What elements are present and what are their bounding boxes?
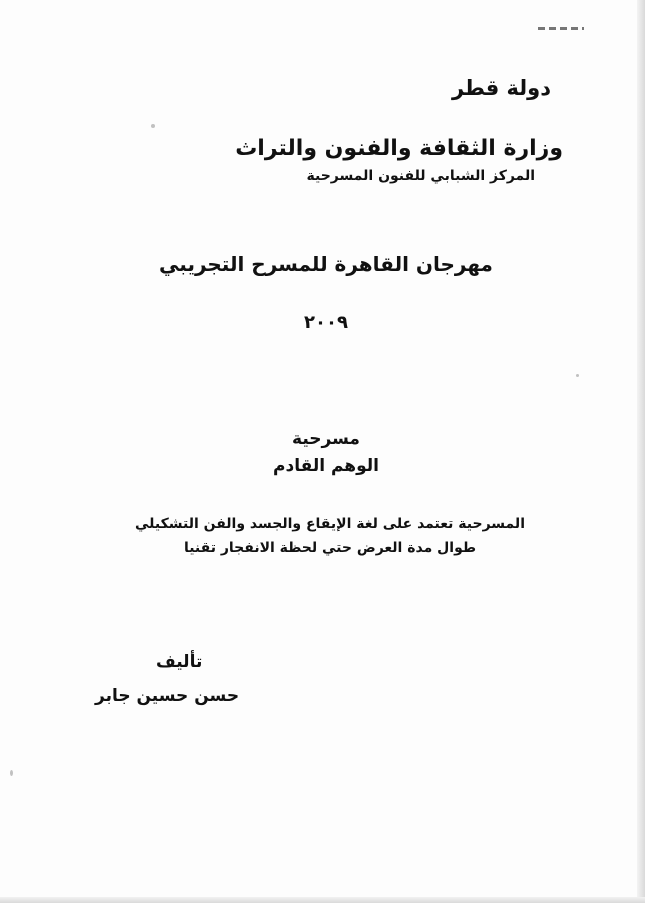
author-label: تأليف bbox=[156, 652, 203, 672]
festival-title: مهرجان القاهرة للمسرح التجريبي bbox=[159, 252, 493, 276]
genre-label: مسرحية bbox=[292, 429, 360, 449]
center-subheading: المركز الشبابي للفنون المسرحية bbox=[306, 168, 535, 184]
festival-year: ٢٠٠٩ bbox=[304, 312, 348, 333]
page-bottom-shadow bbox=[0, 897, 645, 903]
description-line: المسرحية تعتمد على لغة الإيقاع والجسد والفن التشكيلي bbox=[135, 516, 525, 532]
scan-artifact-mark bbox=[538, 27, 584, 30]
scan-speck bbox=[10, 770, 13, 776]
scan-speck bbox=[151, 124, 155, 128]
page-edge-shadow bbox=[637, 0, 645, 903]
play-title: الوهم القادم bbox=[273, 456, 379, 476]
author-name: حسن حسين جابر bbox=[95, 686, 240, 706]
ministry-heading: وزارة الثقافة والفنون والتراث bbox=[235, 136, 563, 161]
country-heading: دولة قطر bbox=[451, 76, 551, 100]
description-line: طوال مدة العرض حتي لحظة الانفجار تقنيا bbox=[183, 540, 477, 556]
scan-speck bbox=[576, 374, 579, 377]
